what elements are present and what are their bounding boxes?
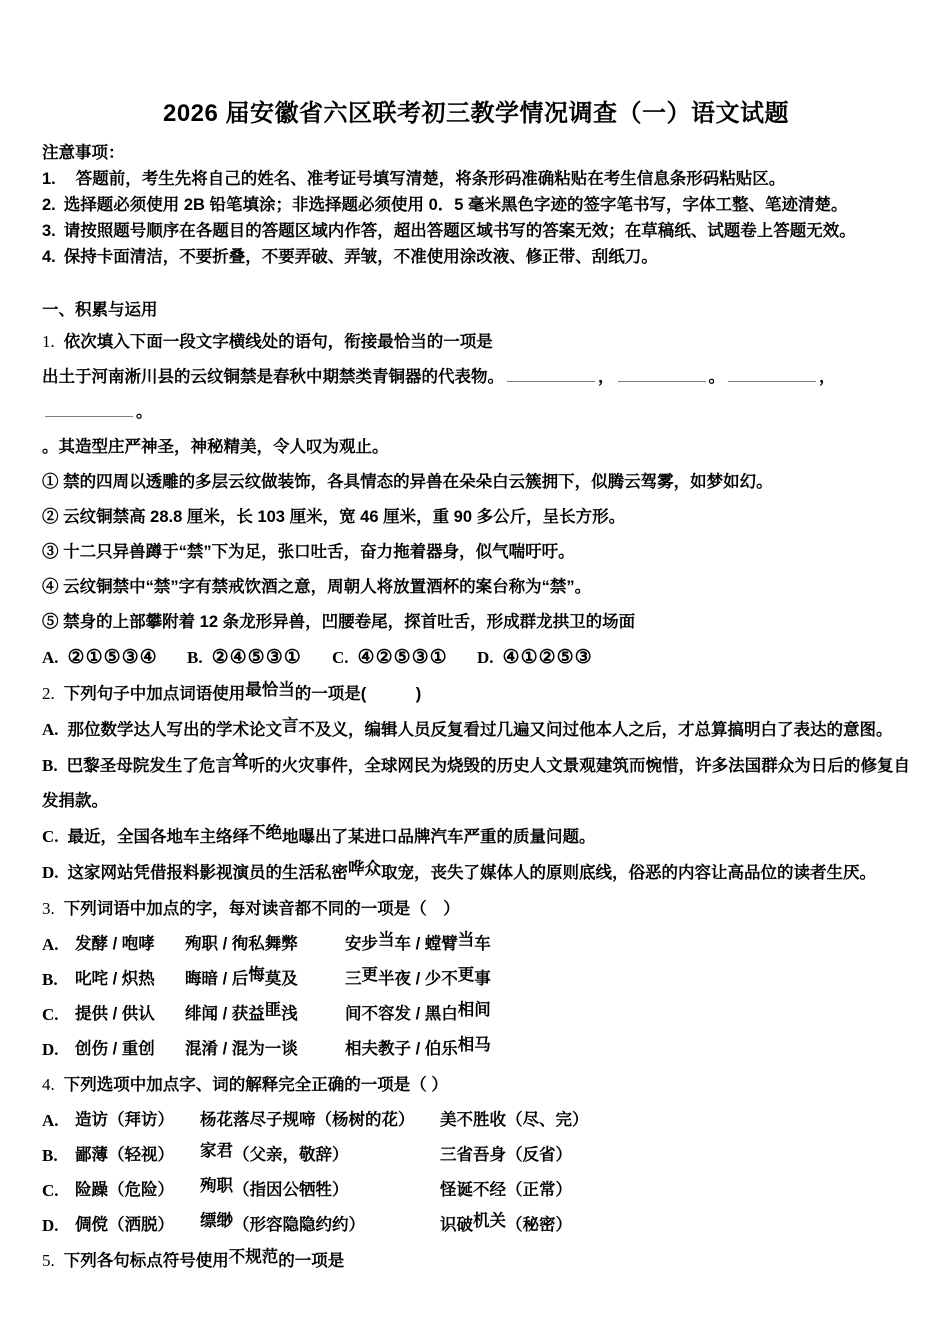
text-segment: 事 (474, 970, 491, 988)
option-label: B. (187, 648, 203, 667)
q3-number: 3. (42, 899, 55, 918)
text-segment: 下列各句标点符号使用 (63, 1252, 229, 1270)
option-label: D. (42, 1216, 59, 1235)
q1-stem (42, 324, 910, 360)
option-value: ④①②⑤③ (502, 647, 593, 668)
word-pair (75, 927, 185, 962)
q2-option-b (42, 748, 910, 819)
emphasized-word: 殉职 (200, 1177, 233, 1195)
text-segment: 三 (345, 970, 362, 988)
text-segment: 创伤 / 重创 (75, 1040, 155, 1058)
text-segment: 莫及 (264, 970, 298, 988)
q2-option-d (42, 855, 910, 891)
text-segment: 最近，全国各地车主络绎 (67, 828, 250, 846)
word-gloss (75, 1138, 200, 1173)
answer-blank (507, 366, 595, 382)
text-segment: 安步 (345, 935, 378, 953)
option-label: D. (42, 1040, 59, 1059)
emphasized-word: 匪 (264, 1001, 282, 1019)
q3-stem-text: 下列词语中加点的字，每对读音都不同的一项是（ ） (63, 900, 460, 918)
emphasized-word: 相间 (457, 1001, 491, 1019)
q3-row-d (42, 1032, 910, 1067)
emphasized-word: 言 (282, 717, 299, 735)
text-segment: 美不胜收（尽、完） (440, 1111, 589, 1129)
word-gloss (440, 1173, 910, 1208)
section-heading: 一、积累与运用 (42, 301, 158, 319)
text-segment: （形容隐隐约约） (233, 1216, 365, 1234)
text-segment: 半夜 / 少不 (378, 970, 458, 988)
blank-punct: ， (598, 368, 615, 386)
q1-passage-lead: 出土于河南淅川县的云纹铜禁是春秋中期禁类青铜器的代表物。 (42, 368, 504, 386)
option-label: C. (42, 827, 59, 846)
text-segment: 怪诞不经（正常） (440, 1181, 572, 1199)
q4-stem (42, 1067, 910, 1103)
q2-option-a (42, 712, 910, 748)
word-gloss (200, 1173, 440, 1208)
notice-item-2 (42, 192, 910, 218)
notice-item-text: 保持卡面清洁，不要折叠，不要弄破、弄皱，不准使用涂改液、修正带、刮纸刀。 (63, 248, 658, 266)
text-segment: 识破 (440, 1216, 473, 1234)
option-text (42, 753, 910, 810)
option-label: A. (42, 720, 59, 739)
page-title: 2026 届安徽省六区联考初三教学情况调查（一）语文试题 (162, 100, 790, 127)
q1-options-row (42, 640, 910, 676)
text-segment: 这家网站凭借报料影视演员的生活私密 (67, 864, 349, 882)
q4-row-b (42, 1138, 910, 1173)
word-gloss (200, 1103, 440, 1138)
q1-passage-continuation: 。其造型庄严神圣，神秘精美，令人叹为观止。 (42, 438, 389, 456)
q1-option-a (42, 640, 187, 676)
word-gloss (200, 1138, 440, 1173)
q3-row-a (42, 927, 910, 962)
text-segment: （父亲，敬辞） (233, 1146, 349, 1164)
emphasized-word: 缥缈 (200, 1212, 233, 1230)
q4-stem-text: 下列选项中加点字、词的解释完全正确的一项是（ ） (63, 1076, 448, 1094)
option-label: D. (477, 648, 494, 667)
option-label: B. (42, 1146, 58, 1165)
emphasized-word: 不绝 (249, 824, 283, 842)
q1-option-c (332, 640, 477, 676)
q4-number: 4. (42, 1075, 55, 1094)
word-gloss (440, 1208, 910, 1243)
word-gloss (75, 1103, 200, 1138)
option-label: C. (42, 1181, 59, 1200)
blank-punct: ， (819, 368, 836, 386)
q5-stem (42, 1243, 910, 1279)
word-gloss (75, 1208, 200, 1243)
answer-blank (45, 401, 133, 417)
word-pair (345, 962, 910, 997)
word-pair (345, 927, 910, 962)
emphasized-word: 不规范 (228, 1248, 279, 1266)
notice-item-number: 4. (42, 248, 56, 266)
text-segment: 混淆 / 混为一谈 (185, 1040, 298, 1058)
text-segment: 三省吾身（反省） (440, 1146, 572, 1164)
q1-option-b (187, 640, 332, 676)
notice-item-text: 请按照题号顺序在各题目的答题区域内作答，超出答题区域书写的答案无效；在草稿纸、试题卷上答题无效。 (63, 222, 856, 240)
q1-sentence-5: ⑤ 禁身的上部攀附着 12 条龙形异兽，凹腰卷尾，探首吐舌，形成群龙拱卫的场面 (42, 613, 636, 631)
option-label: A. (42, 648, 59, 667)
option-label: A. (42, 935, 59, 954)
word-gloss (440, 1138, 910, 1173)
q5-number: 5. (42, 1251, 55, 1270)
emphasized-word: 家君 (200, 1142, 233, 1160)
questions-section (42, 296, 910, 1279)
emphasized-word: 当 (457, 931, 475, 949)
option-text (68, 824, 596, 846)
emphasized-word: 悔 (248, 966, 265, 984)
text-segment: 巴黎圣母院发生了危言 (66, 757, 233, 775)
answer-blank (728, 366, 816, 382)
q4-row-d (42, 1208, 910, 1243)
option-label: C. (332, 648, 349, 667)
text-segment: 间不容发 / 黑白 (345, 1005, 458, 1023)
text-segment: 绯闻 / 获益 (185, 1005, 265, 1023)
q1-passage-line (42, 360, 910, 430)
text-segment: 那位数学达人写出的学术论文 (67, 721, 283, 739)
word-pair (75, 1032, 185, 1067)
text-segment: 不及义，编辑人员反复看过几遍又问过他本人之后，才总算搞明白了表达的意图。 (298, 721, 893, 739)
text-segment: （秘密） (506, 1216, 572, 1234)
q3-row-b (42, 962, 910, 997)
q1-sentence-2: ② 云纹铜禁高 28.8 厘米，长 103 厘米，宽 46 厘米，重 90 多公斤，呈长方形。 (42, 508, 626, 526)
word-gloss (440, 1103, 910, 1138)
q3-stem (42, 891, 910, 927)
option-label: B. (42, 970, 58, 989)
text-segment: 相夫教子 / 伯乐 (345, 1040, 458, 1058)
word-pair (185, 997, 345, 1032)
q2-number: 2. (42, 684, 55, 703)
emphasized-word: 相马 (457, 1036, 491, 1054)
text-segment: 车 (474, 935, 491, 953)
option-text (68, 717, 893, 739)
q4-row-c (42, 1173, 910, 1208)
text-segment: 叱咤 / 炽热 (75, 970, 155, 988)
notice-section (42, 140, 910, 270)
option-value: ②④⑤③① (211, 647, 302, 668)
q3-row-c (42, 997, 910, 1032)
notice-item-text: 答题前，考生先将自己的姓名、准考证号填写清楚，将条形码准确粘贴在考生信息条形码粘贴区。 (75, 170, 786, 188)
text-segment: 地曝出了某进口品牌汽车严重的质量问题。 (282, 828, 596, 846)
answer-blank (618, 366, 706, 382)
option-label: C. (42, 1005, 59, 1024)
text-segment: 取宠，丧失了媒体人的原则底线，俗恶的内容让高品位的读者生厌。 (381, 864, 877, 882)
option-label: D. (42, 863, 59, 882)
q4-row-a (42, 1103, 910, 1138)
notice-item-1 (42, 166, 910, 192)
text-segment: 下列句子中加点词语使用 (63, 685, 246, 703)
notice-heading: 注意事项： (42, 144, 125, 162)
emphasized-word: 机关 (473, 1212, 506, 1230)
emphasized-word: 更 (457, 966, 475, 984)
option-text (68, 860, 877, 882)
text-segment: 的一项是( ) (294, 685, 422, 703)
text-segment: 晦暗 / 后 (185, 970, 249, 988)
text-segment: 造访（拜访） (75, 1111, 174, 1129)
option-label: A. (42, 1111, 59, 1130)
text-segment: （指因公牺牲） (233, 1181, 349, 1199)
text-segment: 殉职 / 徇私舞弊 (185, 935, 298, 953)
text-segment: 听的火灾事件，全球网民为烧毁的历史人文景观建筑而惋惜，许多法国群众为日后的修复自发捐款。 (42, 757, 911, 810)
word-pair (345, 1032, 910, 1067)
notice-item-number: 2. (42, 196, 56, 214)
option-label: B. (42, 756, 58, 775)
text-segment: 的一项是 (278, 1252, 345, 1270)
notice-item-4 (42, 244, 910, 270)
q5-stem-text (64, 1248, 345, 1270)
text-segment: 浅 (281, 1005, 298, 1023)
q1-sentence-3: ③ 十二只异兽蹲于“禁”下为足，张口吐舌，奋力拖着器身，似气喘吁吁。 (42, 543, 575, 561)
text-segment: 杨花落尽子规啼（杨树的花） (200, 1111, 415, 1129)
word-pair (75, 997, 185, 1032)
blank-punct: 。 (708, 368, 725, 386)
text-segment: 车 / 螳臂 (394, 935, 458, 953)
q1-number: 1. (42, 332, 55, 351)
notice-item-number: 1. (42, 170, 56, 188)
word-gloss (75, 1173, 200, 1208)
emphasized-word: 哗众 (348, 860, 382, 878)
text-segment: 倜傥（洒脱） (75, 1216, 174, 1234)
word-pair (185, 1032, 345, 1067)
notice-item-3 (42, 218, 910, 244)
emphasized-word: 更 (361, 966, 378, 984)
emphasized-word: 耸 (232, 753, 249, 771)
emphasized-word: 当 (378, 931, 395, 949)
word-pair (75, 962, 185, 997)
q2-option-c (42, 819, 910, 855)
q1-sentence-4: ④ 云纹铜禁中“禁”字有禁戒饮酒之意，周朝人将放置酒杯的案台称为“禁”。 (42, 578, 592, 596)
option-value: ②①⑤③④ (67, 647, 158, 668)
q1-stem-text: 依次填入下面一段文字横线处的语句，衔接最恰当的一项是 (63, 333, 493, 351)
blank-punct: 。 (136, 403, 153, 421)
emphasized-word: 最恰当 (245, 681, 295, 699)
notice-item-text: 选择题必须使用 2B 铅笔填涂；非选择题必须使用 0．5 毫米黑色字迹的签字笔书写，字体工整、笔迹清楚。 (63, 196, 848, 214)
text-segment: 险躁（危险） (75, 1181, 174, 1199)
word-pair (185, 962, 345, 997)
notice-item-number: 3. (42, 222, 56, 240)
q1-option-d (477, 640, 593, 676)
word-pair (345, 997, 910, 1032)
word-pair (185, 927, 345, 962)
text-segment: 鄙薄（轻视） (75, 1146, 174, 1164)
q2-stem (42, 676, 910, 712)
option-value: ④②⑤③① (357, 647, 448, 668)
text-segment: 提供 / 供认 (75, 1005, 155, 1023)
q1-sentence-1: ① 禁的四周以透雕的多层云纹做装饰，各具情态的异兽在朵朵白云簇拥下，似腾云驾雾，如梦如幻。 (42, 473, 773, 491)
word-gloss (200, 1208, 440, 1243)
q2-stem-text (64, 681, 422, 703)
text-segment: 发酵 / 咆哮 (75, 935, 155, 953)
